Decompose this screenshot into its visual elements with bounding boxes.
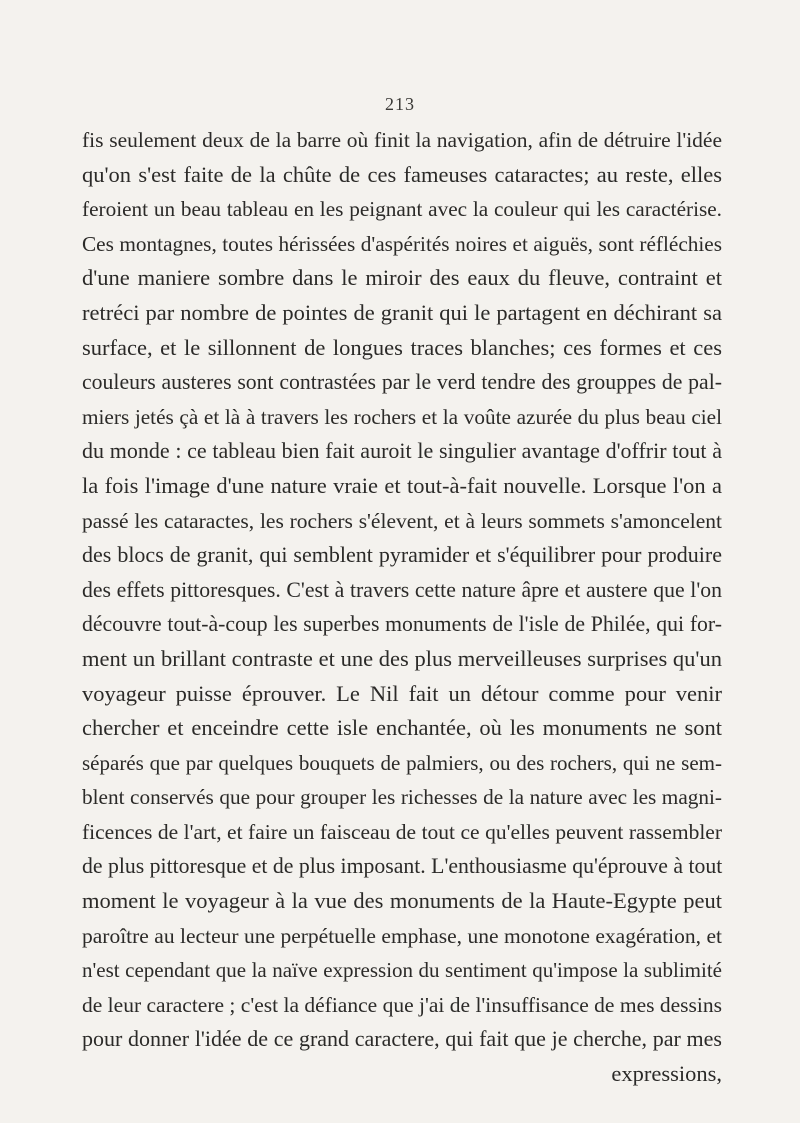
text-line: voyageur puisse éprouver. Le Nil fait un détour comme pour venir	[82, 680, 722, 706]
text-line: qu'on s'est faite de la chûte de ces fameuses cataractes; au reste, elles	[82, 161, 722, 187]
text-line: de leur caractere ; c'est la défiance que j'ai de l'insuffisance de mes dessins	[82, 992, 722, 1017]
text-line: la fois l'image d'une nature vraie et tout-à-fait nouvelle. Lorsque l'on a	[82, 472, 722, 498]
text-line: passé les cataractes, les rochers s'élevent, et à leurs sommets s'amoncelent	[82, 508, 722, 533]
text-line: d'une maniere sombre dans le miroir des eaux du fleuve, contraint et	[82, 265, 722, 291]
text-line: pour donner l'idée de ce grand caractere, qui fait que je cherche, par mes	[82, 1026, 722, 1052]
text-line: ficences de l'art, et faire un faisceau de tout ce qu'elles peuvent rassembler	[82, 819, 722, 844]
text-line: de plus pittoresque et de plus imposant. L'enthousiasme qu'éprouve à tout	[82, 854, 723, 879]
text-line: séparés que par quelques bouquets de palmiers, ou des rochers, qui ne sem-	[82, 750, 722, 775]
body-text	[82, 123, 722, 1092]
text-line: ment un brillant contraste et une des plus merveilleuses surprises qu'un	[82, 645, 722, 671]
text-line: miers jetés çà et là à travers les rochers et la voûte azurée du plus beau ciel	[82, 404, 722, 429]
text-line: retréci par nombre de pointes de granit qui le partagent en déchirant sa	[82, 299, 722, 325]
text-line: paroître au lecteur une perpétuelle emphase, une monotone exagération, et	[82, 923, 722, 948]
catchword: expressions,	[611, 1061, 722, 1087]
text-line: du monde : ce tableau bien fait auroit le singulier avantage d'offrir tout à	[82, 438, 722, 464]
text-line: des blocs de granit, qui semblent pyramider et s'équilibrer pour produire	[82, 542, 722, 568]
text-line: des effets pittoresques. C'est à travers cette nature âpre et austere que l'on	[82, 577, 722, 602]
text-line: feroient un beau tableau en les peignant avec la couleur qui les caractérise.	[82, 197, 722, 222]
text-line: découvre tout-à-coup les superbes monuments de l'isle de Philée, qui for-	[82, 612, 722, 637]
page-number: 213	[385, 94, 415, 114]
text-line: blent conservés que pour grouper les richesses de la nature avec les magni-	[82, 785, 722, 810]
text-line: n'est cependant que la naïve expression du sentiment qu'impose la sublimité	[82, 958, 722, 983]
text-line: couleurs austeres sont contrastées par le verd tendre des grouppes de pal-	[82, 370, 722, 395]
text-line: moment le voyageur à la vue des monuments de la Haute-Egypte peut	[82, 888, 722, 914]
text-line: fis seulement deux de la barre où finit la navigation, afin de détruire l'idée	[82, 128, 722, 152]
text-line: chercher et enceindre cette isle enchantée, où les monuments ne sont	[82, 715, 722, 741]
text-line: surface, et le sillonnent de longues traces blanches; ces formes et ces	[82, 334, 722, 360]
text-line: Ces montagnes, toutes hérissées d'aspérités noires et aiguës, sont réfléchies	[82, 231, 722, 256]
